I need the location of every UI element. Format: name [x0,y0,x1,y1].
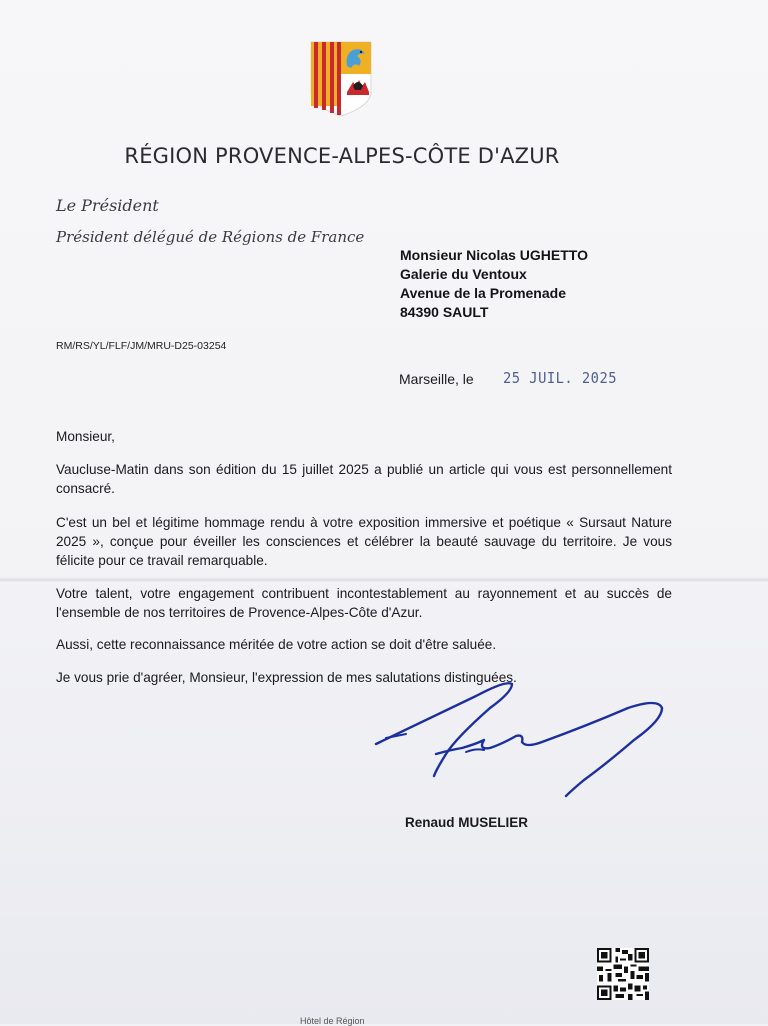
date-place: Marseille, le [399,371,474,387]
signer-name: Renaud MUSELIER [405,815,529,830]
date-stamp: 25 JUIL. 2025 [503,369,617,387]
sender-title: Le Président [56,196,159,215]
salutation: Monsieur, [56,429,115,444]
region-crest-logo [309,40,373,118]
handwritten-signature [366,668,668,808]
sender-subtitle: Président délégué de Régions de France [56,228,365,246]
reference-code: RM/RS/YL/FLF/JM/MRU-D25-03254 [56,340,227,352]
paragraph-5-closing: Je vous prie d'agréer, Monsieur, l'expression de mes salutations distinguées. [56,670,517,685]
paper-fold [0,577,768,583]
footer-address: Hôtel de Région [300,1016,365,1026]
paragraph-2: C'est un bel et légitime hommage rendu à votre exposition immersive et poétique « Sursaut Nature 2025 », conçue pour éveiller les consciences et célébrer la beauté sauvage du territoire. Je vous félicite pour ce travail remarquable. [56,515,672,568]
recipient-line-3: Avenue de la Promenade [400,285,566,301]
paragraph-3: Votre talent, votre engagement contribuent incontestablement au rayonnement et au succès de l'ensemble de nos territoires de Provence-Alpes-Côte d'Azur. [56,586,672,620]
region-title [0,144,684,168]
paragraph-4: Aussi, cette reconnaissance méritée de votre action se doit d'être saluée. [56,637,497,652]
region-name: RÉGION PROVENCE-ALPES-CÔTE D'AZUR [124,144,560,168]
recipient-line-2: Galerie du Ventoux [400,266,527,282]
recipient-name: Monsieur Nicolas UGHETTO [400,247,588,263]
paragraph-1: Vaucluse-Matin dans son édition du 15 juillet 2025 a publié un article qui vous est personnellement consacré. [56,462,672,496]
recipient-line-4: 84390 SAULT [400,304,489,320]
qr-code [597,948,649,1000]
recipient-address [400,246,588,322]
